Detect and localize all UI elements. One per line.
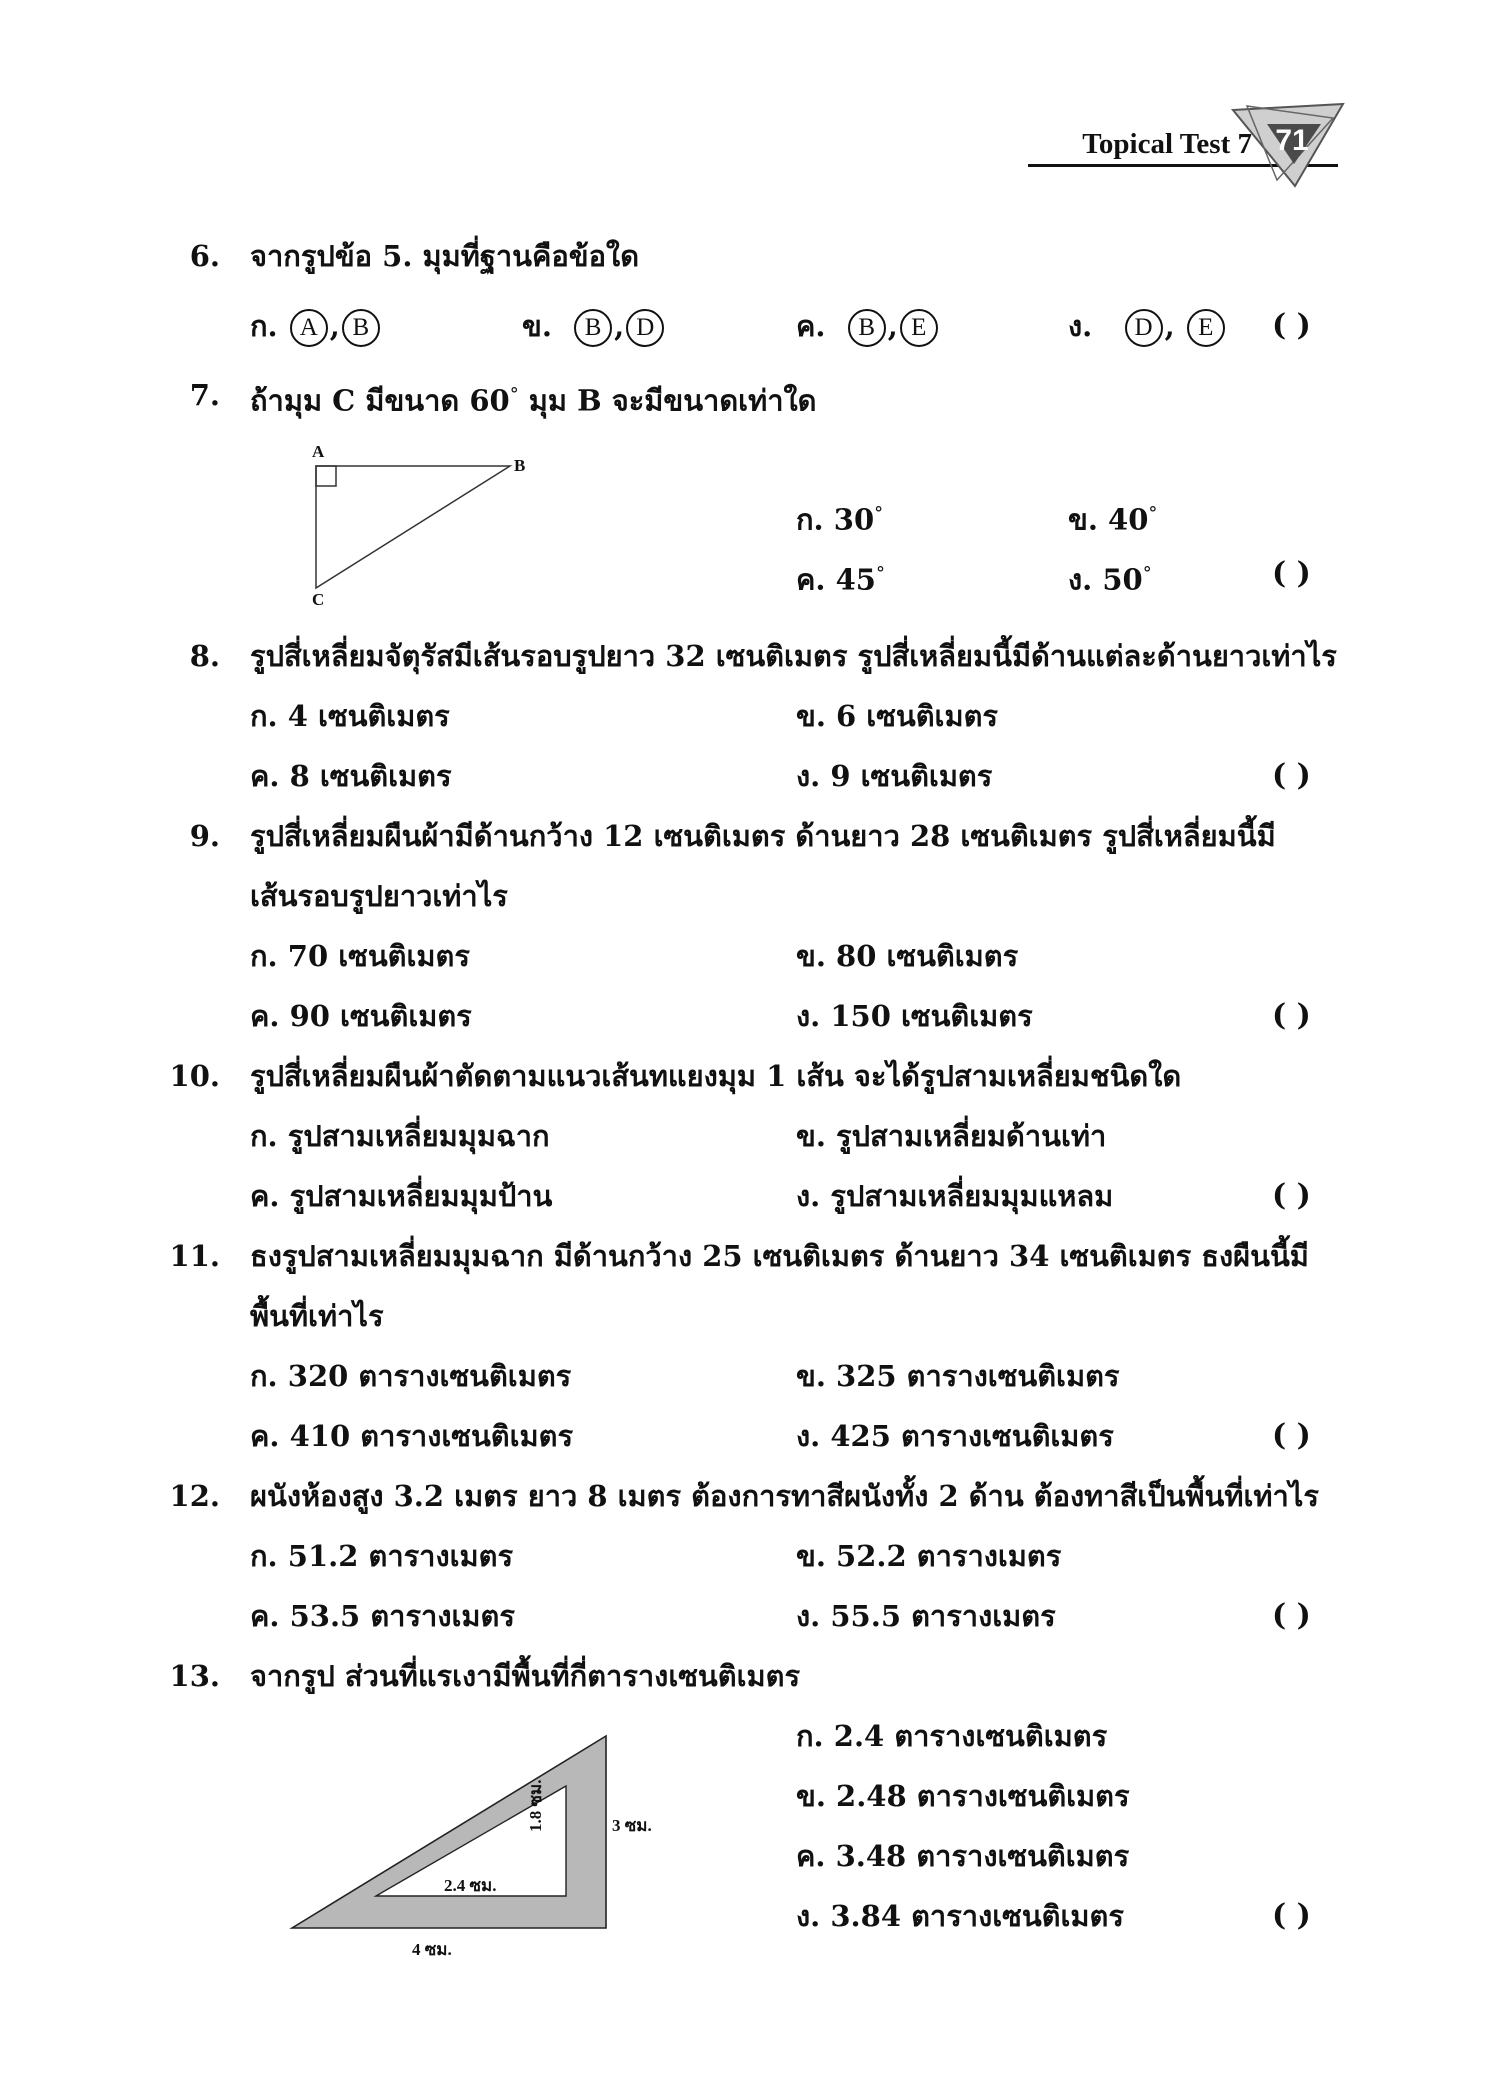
- vertex-label-b: B: [514, 456, 526, 475]
- choice-13a: ก. 2.4 ตารางเซนติเมตร: [796, 1719, 1108, 1753]
- choice-6a: ก. A , B: [250, 306, 382, 347]
- choice-9a: ก. 70 เซนติเมตร: [250, 939, 470, 973]
- choice-11c: ค. 410 ตารางเซนติเมตร: [250, 1419, 574, 1453]
- choice-9b: ข. 80 เซนติเมตร: [796, 939, 1019, 973]
- choice-12d: ง. 55.5 ตารางเมตร: [796, 1599, 1056, 1633]
- question-text: ธงรูปสามเหลี่ยมมุมฉาก มีด้านกว้าง 25 เซนติเมตร ด้านยาว 34 เซนติเมตร ธงผืนนี้มี: [250, 1239, 1309, 1273]
- choice-10d: ง. รูปสามเหลี่ยมมุมแหลม: [796, 1179, 1114, 1213]
- page-number: 71: [1275, 124, 1309, 157]
- answer-paren: ( ): [1272, 1418, 1311, 1453]
- choice-7d: ง. 50°: [1068, 562, 1152, 597]
- shaded-triangle-figure: [280, 1700, 640, 1940]
- choice-6b: ข. B , D: [522, 306, 666, 347]
- question-11-continued: พื้นที่เท่าไร: [250, 1299, 384, 1333]
- header-title: Topical Test 7: [1082, 128, 1252, 160]
- question-number: 12.: [169, 1479, 220, 1513]
- answer-paren: ( ): [1272, 1598, 1311, 1633]
- question-number: 10.: [169, 1059, 220, 1093]
- inner-base-label: 2.4 ซม.: [444, 1876, 497, 1895]
- question-text: จากรูป ส่วนที่แรเงามีพื้นที่กี่ตารางเซนติเมตร: [250, 1659, 801, 1693]
- outer-base-label: 4 ซม.: [412, 1940, 452, 1959]
- choice-6d: ง. D , E: [1068, 306, 1227, 347]
- choice-12a: ก. 51.2 ตารางเมตร: [250, 1539, 514, 1573]
- choice-7b: ข. 40°: [1068, 502, 1158, 537]
- question-text: ถ้ามุม C มีขนาด 60° มุม B จะมีขนาดเท่าใด: [250, 383, 817, 418]
- inner-height-label: 1.8 ซม.: [526, 1779, 545, 1832]
- question-text: ผนังห้องสูง 3.2 เมตร ยาว 8 เมตร ต้องการทาสีผนังทั้ง 2 ด้าน ต้องทาสีเป็นพื้นที่เท่าไร: [250, 1479, 1319, 1513]
- question-text: รูปสี่เหลี่ยมจัตุรัสมีเส้นรอบรูปยาว 32 เซนติเมตร รูปสี่เหลี่ยมนี้มีด้านแต่ละด้านยาวเท่าไร: [250, 639, 1337, 673]
- question-text: รูปสี่เหลี่ยมผืนผ้ามีด้านกว้าง 12 เซนติเมตร ด้านยาว 28 เซนติเมตร รูปสี่เหลี่ยมนี้มี: [250, 819, 1276, 853]
- choice-11d: ง. 425 ตารางเซนติเมตร: [796, 1419, 1114, 1453]
- choice-8d: ง. 9 เซนติเมตร: [796, 759, 993, 793]
- answer-paren: ( ): [1272, 1178, 1311, 1213]
- answer-paren: ( ): [1272, 998, 1311, 1033]
- question-number: 6.: [189, 239, 220, 273]
- choice-10c: ค. รูปสามเหลี่ยมมุมป้าน: [250, 1179, 553, 1213]
- choice-13b: ข. 2.48 ตารางเซนติเมตร: [796, 1779, 1130, 1813]
- vertex-label-a: A: [312, 442, 325, 461]
- question-text: รูปสี่เหลี่ยมผืนผ้าตัดตามแนวเส้นทแยงมุม 1 เส้น จะได้รูปสามเหลี่ยมชนิดใด: [250, 1059, 1182, 1093]
- question-number: 7.: [189, 378, 220, 412]
- choice-10b: ข. รูปสามเหลี่ยมด้านเท่า: [796, 1119, 1107, 1153]
- question-number: 11.: [169, 1239, 220, 1273]
- choice-6c: ค. B , E: [796, 306, 940, 347]
- question-number: 9.: [189, 819, 220, 853]
- vertex-label-c: C: [312, 590, 325, 609]
- answer-paren: ( ): [1272, 1898, 1311, 1933]
- choice-8c: ค. 8 เซนติเมตร: [250, 759, 452, 793]
- choice-11a: ก. 320 ตารางเซนติเมตร: [250, 1359, 572, 1393]
- choice-8a: ก. 4 เซนติเมตร: [250, 699, 450, 733]
- choice-11b: ข. 325 ตารางเซนติเมตร: [796, 1359, 1120, 1393]
- choice-13c: ค. 3.48 ตารางเซนติเมตร: [796, 1839, 1130, 1873]
- answer-paren: ( ): [1272, 556, 1311, 591]
- choice-8b: ข. 6 เซนติเมตร: [796, 699, 998, 733]
- question-text: จากรูปข้อ 5. มุมที่ฐานคือข้อใด: [250, 239, 640, 273]
- question-9-continued: เส้นรอบรูปยาวเท่าไร: [250, 879, 508, 913]
- choice-7c: ค. 45°: [796, 562, 885, 597]
- choice-12b: ข. 52.2 ตารางเมตร: [796, 1539, 1062, 1573]
- outer-height-label: 3 ซม.: [612, 1816, 652, 1835]
- question-number: 8.: [189, 639, 220, 673]
- choice-10a: ก. รูปสามเหลี่ยมมุมฉาก: [250, 1119, 550, 1153]
- right-triangle-figure: [300, 440, 540, 620]
- choice-7a: ก. 30°: [796, 502, 884, 537]
- choice-9c: ค. 90 เซนติเมตร: [250, 999, 472, 1033]
- choice-12c: ค. 53.5 ตารางเมตร: [250, 1599, 515, 1633]
- choice-9d: ง. 150 เซนติเมตร: [796, 999, 1033, 1033]
- answer-paren: ( ): [1272, 308, 1311, 343]
- answer-paren: ( ): [1272, 758, 1311, 793]
- question-number: 13.: [169, 1659, 220, 1693]
- choice-13d: ง. 3.84 ตารางเซนติเมตร: [796, 1899, 1124, 1933]
